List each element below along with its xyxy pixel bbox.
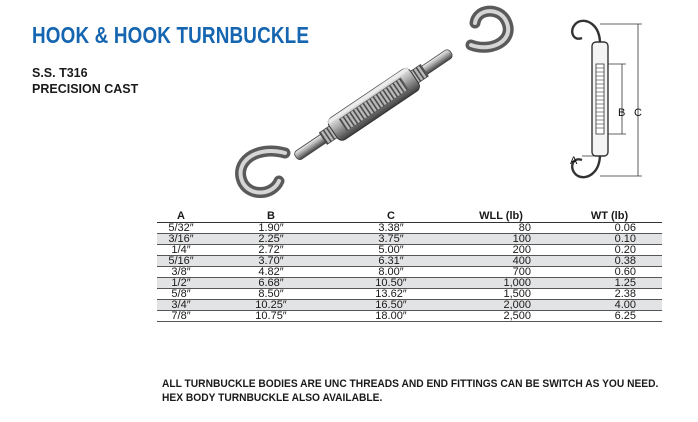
footer-line-hex: HEX BODY TURNBUCKLE ALSO AVAILABLE. — [162, 392, 383, 404]
wll-cell: 1,500 — [445, 289, 557, 300]
table-row — [157, 278, 662, 289]
spec-table — [157, 209, 662, 322]
dim-c-cell: 16.50″ — [337, 300, 445, 311]
wll-cell: 80 — [445, 223, 557, 234]
subtitle — [32, 65, 138, 97]
wll-cell: 2,000 — [445, 300, 557, 311]
weight-cell: 4.00 — [557, 300, 662, 311]
table-row — [157, 256, 662, 267]
weight-cell: 1.25 — [557, 278, 662, 289]
spec-table-header — [157, 209, 662, 223]
column-c-header: C — [337, 209, 445, 223]
dimension-b-label: B — [618, 107, 626, 119]
dim-c-cell: 3.75″ — [337, 234, 445, 245]
table-row — [157, 289, 662, 300]
dim-c-cell: 18.00″ — [337, 311, 445, 322]
dim-c-cell: 10.50″ — [337, 278, 445, 289]
table-row — [157, 311, 662, 322]
dim-b-cell: 8.50″ — [205, 289, 337, 300]
dimension-c-label: C — [634, 107, 642, 119]
weight-cell: 0.06 — [557, 223, 662, 234]
wll-cell: 700 — [445, 267, 557, 278]
dim-b-cell: 3.70″ — [205, 256, 337, 267]
dim-c-cell: 8.00″ — [337, 267, 445, 278]
table-row — [157, 245, 662, 256]
weight-cell: 0.38 — [557, 256, 662, 267]
dim-c-cell: 13.62″ — [337, 289, 445, 300]
dim-b-cell: 2.72″ — [205, 245, 337, 256]
column-wt-header: WT (lb) — [557, 209, 662, 223]
wll-cell: 1,000 — [445, 278, 557, 289]
weight-cell: 0.60 — [557, 267, 662, 278]
size-a-cell: 3/4″ — [157, 300, 205, 311]
weight-cell: 6.25 — [557, 311, 662, 322]
footer-line-threads: ALL TURNBUCKLE BODIES ARE UNC THREADS AND END FITTINGS CAN BE SWITCH AS YOU NEED. — [162, 378, 659, 390]
dimension-a-label: A — [570, 155, 578, 167]
column-b-header: B — [205, 209, 337, 223]
process-line: PRECISION CAST — [32, 82, 139, 96]
wll-cell: 200 — [445, 245, 557, 256]
column-a-header: A — [157, 209, 205, 223]
dim-b-cell: 4.82″ — [205, 267, 337, 278]
weight-cell: 0.20 — [557, 245, 662, 256]
dim-c-cell: 5.00″ — [337, 245, 445, 256]
size-a-cell: 1/2″ — [157, 278, 205, 289]
dim-b-cell: 10.75″ — [205, 311, 337, 322]
weight-cell: 2.38 — [557, 289, 662, 300]
size-a-cell: 5/8″ — [157, 289, 205, 300]
weight-cell: 0.10 — [557, 234, 662, 245]
dim-b-cell: 10.25″ — [205, 300, 337, 311]
dim-b-cell: 2.25″ — [205, 234, 337, 245]
dim-b-cell: 6.68″ — [205, 278, 337, 289]
wll-cell: 400 — [445, 256, 557, 267]
turnbuckle-product-image — [225, 5, 525, 200]
dim-b-cell: 1.90″ — [205, 223, 337, 234]
column-wll-header: WLL (lb) — [445, 209, 557, 223]
footer-note — [162, 377, 658, 405]
size-a-cell: 3/8″ — [157, 267, 205, 278]
material-line: S.S. T316 — [32, 66, 88, 80]
size-a-cell: 5/16″ — [157, 256, 205, 267]
table-row — [157, 223, 662, 234]
size-a-cell: 1/4″ — [157, 245, 205, 256]
wll-cell: 100 — [445, 234, 557, 245]
table-row — [157, 300, 662, 311]
wll-cell: 2,500 — [445, 311, 557, 322]
dimension-diagram — [560, 12, 655, 187]
table-row — [157, 267, 662, 278]
size-a-cell: 7/8″ — [157, 311, 205, 322]
table-row — [157, 234, 662, 245]
dim-c-cell: 3.38″ — [337, 223, 445, 234]
page-title: HOOK & HOOK TURNBUCKLE — [32, 22, 310, 48]
size-a-cell: 3/16″ — [157, 234, 205, 245]
dim-c-cell: 6.31″ — [337, 256, 445, 267]
size-a-cell: 5/32″ — [157, 223, 205, 234]
spec-table-body — [157, 223, 662, 322]
